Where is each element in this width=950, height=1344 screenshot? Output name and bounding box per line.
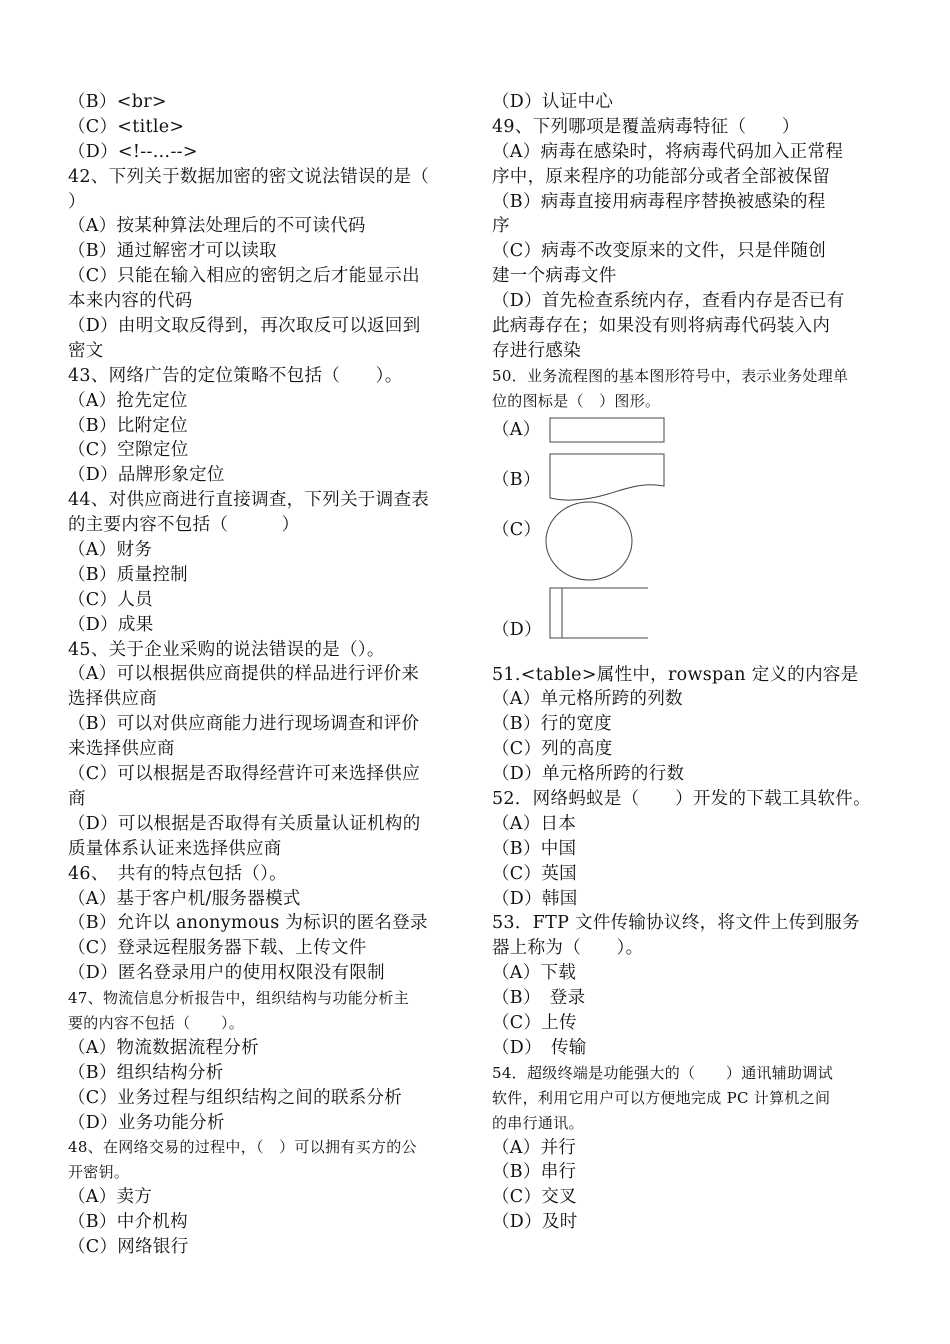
text-line: （D）由明文取反得到，再次取反可以返回到 bbox=[68, 316, 421, 337]
text-line: 此病毒存在；如果没有则将病毒代码装入内 bbox=[492, 316, 831, 337]
flowchart-symbols-figure bbox=[492, 416, 887, 651]
text-line: 44、对供应商进行直接调查，下列关于调查表 bbox=[68, 490, 430, 511]
text-line: 48、在网络交易的过程中，（ ）可以拥有买方的公 bbox=[68, 1138, 417, 1157]
text-line: （D）业务功能分析 bbox=[68, 1112, 225, 1133]
text-line: （B）通过解密才可以读取 bbox=[68, 241, 277, 262]
text-line: （C）业务过程与组织结构之间的联系分析 bbox=[68, 1087, 403, 1108]
text-line: （B）串行 bbox=[492, 1162, 577, 1183]
text-line: （D）成果 bbox=[68, 614, 154, 635]
rectangle-symbol bbox=[548, 416, 668, 444]
figure-label-b: （B） bbox=[492, 469, 541, 490]
text-line: （C）人员 bbox=[68, 589, 153, 610]
left-column bbox=[68, 90, 463, 1260]
text-line: ） bbox=[68, 191, 86, 212]
text-line: 商 bbox=[68, 788, 86, 809]
text-line: （C）交叉 bbox=[492, 1187, 577, 1208]
text-line: 序 bbox=[492, 216, 510, 237]
text-line: （B）病毒直接用病毒程序替换被感染的程 bbox=[492, 191, 826, 212]
text-line: （D）单元格所跨的行数 bbox=[492, 764, 685, 785]
text-line: 54．超级终端是功能强大的（ ）通讯辅助调试 bbox=[492, 1063, 833, 1082]
text-line: （B）中介机构 bbox=[68, 1212, 188, 1233]
text-line: 来选择供应商 bbox=[68, 739, 175, 760]
text-line: （B）<br> bbox=[68, 92, 167, 112]
text-line: 50．业务流程图的基本图形符号中，表示业务处理单 bbox=[492, 366, 849, 385]
figure-label-c: （C） bbox=[492, 519, 542, 540]
text-line: （B）行的宽度 bbox=[492, 714, 612, 735]
text-line: （C）英国 bbox=[492, 863, 577, 884]
text-line: 建一个病毒文件 bbox=[492, 266, 617, 287]
text-line: 43、网络广告的定位策略不包括（ ）。 bbox=[68, 365, 403, 386]
text-line: 45、关于企业采购的说法错误的是（）。 bbox=[68, 639, 385, 660]
text-line: 52．网络蚂蚁是（ ）开发的下载工具软件。 bbox=[492, 789, 871, 810]
text-line: （C）网络银行 bbox=[68, 1236, 189, 1257]
text-line: （C）病毒不改变原来的文件，只是伴随创 bbox=[492, 241, 827, 262]
text-line: （A）按某种算法处理后的不可读代码 bbox=[68, 216, 366, 237]
text-line: 序中，原来程序的功能部分或者全部被保留 bbox=[492, 166, 831, 187]
text-line: （C）上传 bbox=[492, 1013, 577, 1034]
text-line: 密文 bbox=[68, 340, 104, 361]
text-line: （D）认证中心 bbox=[492, 92, 614, 112]
text-line: （D）可以根据是否取得有关质量认证机构的 bbox=[68, 813, 421, 834]
text-line: （A）抢先定位 bbox=[68, 390, 188, 411]
text-line: 器上称为（ ）。 bbox=[492, 938, 644, 959]
text-line: 42、下列关于数据加密的密文说法错误的是（ bbox=[68, 166, 430, 187]
text-line: （D）韩国 bbox=[492, 888, 578, 909]
text-line: 开密钥。 bbox=[68, 1163, 130, 1182]
text-line: （D）匿名登录用户的使用权限没有限制 bbox=[68, 963, 385, 984]
text-line: （A）日本 bbox=[492, 813, 577, 834]
text-line: （B）组织结构分析 bbox=[68, 1062, 224, 1083]
text-line: （A）卖方 bbox=[68, 1187, 153, 1208]
open-box-symbol bbox=[548, 586, 652, 642]
text-line: 46、 共有的特点包括（）。 bbox=[68, 863, 287, 884]
text-line: （B） 登录 bbox=[492, 988, 586, 1009]
text-line: （D）品牌形象定位 bbox=[68, 465, 225, 486]
text-line: （D） 传输 bbox=[492, 1037, 587, 1058]
text-line: 存进行感染 bbox=[492, 340, 581, 361]
text-line: 选择供应商 bbox=[68, 689, 157, 710]
text-line: （A）病毒在感染时，将病毒代码加入正常程 bbox=[492, 141, 844, 162]
text-line: （A）下载 bbox=[492, 963, 577, 984]
text-line: （B）可以对供应商能力进行现场调查和评价 bbox=[68, 714, 420, 735]
text-line: （C）登录远程服务器下载、上传文件 bbox=[68, 938, 367, 959]
text-line: 质量体系认证来选择供应商 bbox=[68, 838, 282, 859]
text-line: （A）可以根据供应商提供的样品进行评价来 bbox=[68, 664, 420, 685]
text-line: （B）允许以 anonymous 为标识的匿名登录 bbox=[68, 913, 428, 934]
text-line: 49、下列哪项是覆盖病毒特征（ ） bbox=[492, 116, 800, 137]
figure-label-a: （A） bbox=[492, 419, 541, 440]
text-line: （D）首先检查系统内存，查看内存是否已有 bbox=[492, 291, 845, 312]
text-line: （C）列的高度 bbox=[492, 739, 613, 760]
text-line: 47、物流信息分析报告中，组织结构与功能分析主 bbox=[68, 989, 409, 1008]
text-line: （D）<!--…--> bbox=[68, 141, 198, 162]
text-line: （C）空隙定位 bbox=[68, 440, 189, 461]
text-line: 本来内容的代码 bbox=[68, 291, 193, 312]
text-line: （A）基于客户机/服务器模式 bbox=[68, 888, 301, 909]
text-line: 53．FTP 文件传输协议终，将文件上传到服务 bbox=[492, 913, 860, 934]
text-line: 的主要内容不包括（ ） bbox=[68, 515, 300, 536]
text-line: 51.<table>属性中，rowspan 定义的内容是 bbox=[492, 664, 859, 685]
figure-label-d: （D） bbox=[492, 619, 542, 640]
text-line: （B）中国 bbox=[492, 838, 577, 859]
text-line: 位的图标是（ ）图形。 bbox=[492, 391, 661, 410]
text-line: 要的内容不包括（ ）。 bbox=[68, 1013, 245, 1032]
text-line: （C）只能在输入相应的密钥之后才能显示出 bbox=[68, 266, 420, 287]
text-line: 软件，利用它用户可以方便地完成 PC 计算机之间 bbox=[492, 1088, 831, 1107]
ellipse-symbol bbox=[544, 500, 636, 584]
text-line: 的串行通讯。 bbox=[492, 1113, 584, 1132]
text-line: （C）<title> bbox=[68, 116, 185, 137]
right-column bbox=[492, 90, 887, 1235]
text-line: （A）单元格所跨的列数 bbox=[492, 689, 683, 710]
text-line: （B）质量控制 bbox=[68, 564, 188, 585]
text-line: （D）及时 bbox=[492, 1212, 578, 1233]
text-line: （A）并行 bbox=[492, 1137, 577, 1158]
text-line: （B）比附定位 bbox=[68, 415, 188, 436]
document-symbol bbox=[548, 452, 668, 504]
text-line: （A）物流数据流程分析 bbox=[68, 1037, 259, 1058]
text-line: （A）财务 bbox=[68, 540, 153, 561]
text-line: （C）可以根据是否取得经营许可来选择供应 bbox=[68, 764, 420, 785]
